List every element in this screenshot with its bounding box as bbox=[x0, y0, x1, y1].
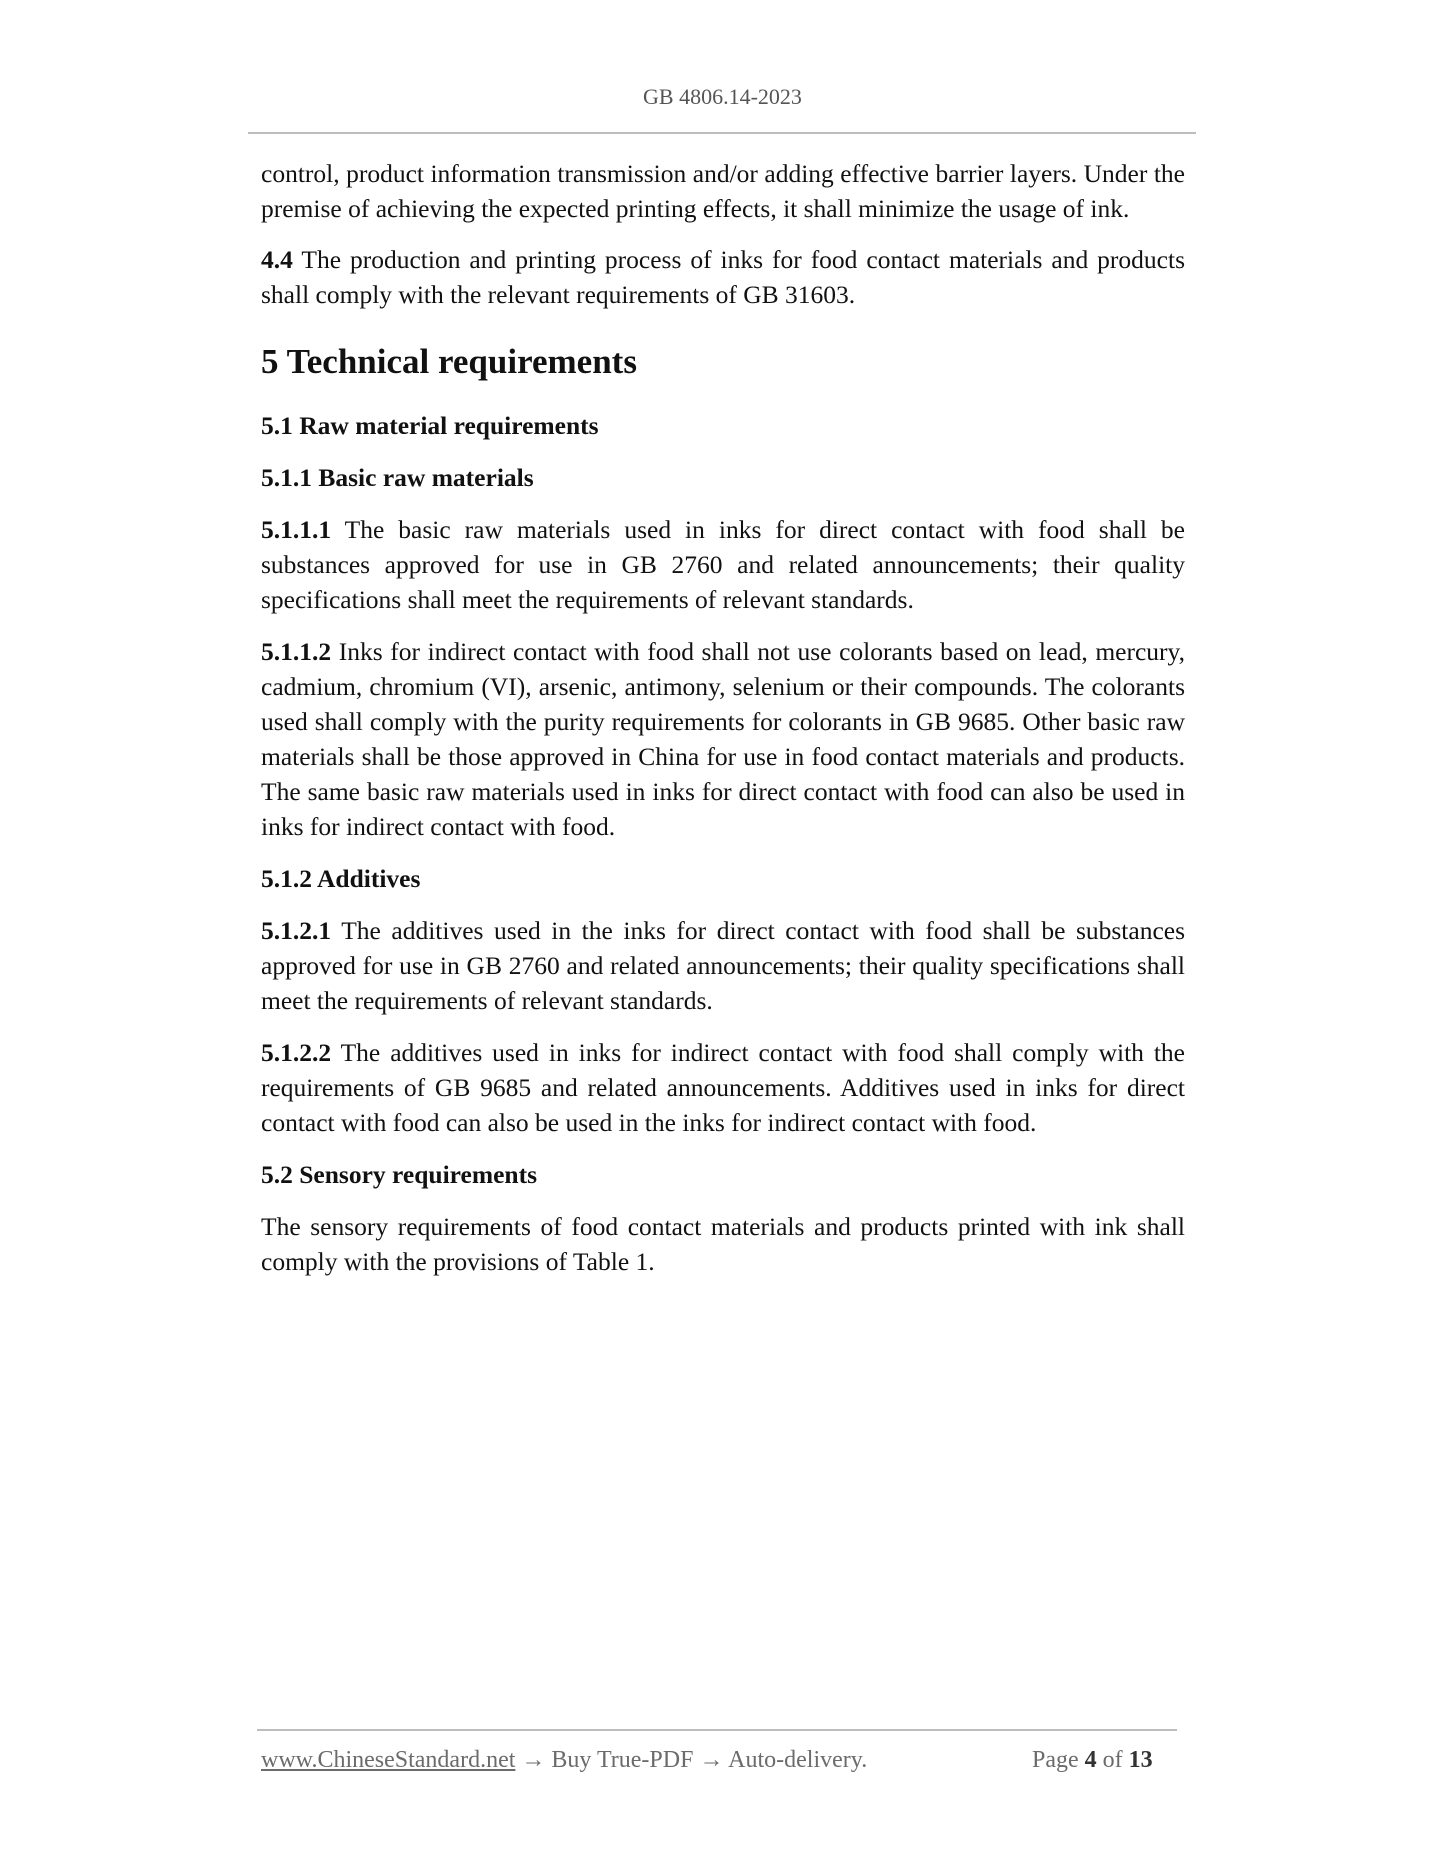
paragraph-5-1-1-1 bbox=[261, 512, 1185, 617]
arrow-icon: → bbox=[699, 1747, 724, 1773]
document-body bbox=[261, 156, 1185, 1279]
page-current: 4 bbox=[1084, 1747, 1097, 1773]
clause-text: The additives used in inks for indirect contact with food shall comply with the requirements of GB 9685 and related announcements. Additives used in inks for direct contact with food can also be used in the inks for indirect contact with food. bbox=[261, 1038, 1185, 1137]
page-label: Page bbox=[1032, 1747, 1079, 1773]
section-5-1-1-heading: 5.1.1 Basic raw materials bbox=[261, 463, 534, 492]
section-5-1-heading: 5.1 Raw material requirements bbox=[261, 411, 599, 440]
of-label: of bbox=[1102, 1747, 1123, 1773]
clause-number: 4.4 bbox=[261, 245, 293, 274]
section-5-1-2-heading: 5.1.2 Additives bbox=[261, 864, 421, 893]
header-divider bbox=[248, 132, 1196, 134]
clause-text: Inks for indirect contact with food shall not use colorants based on lead, mercury, cadmium, chromium (VI), arsenic, antimony, selenium or their compounds. The colorants used shall comply with the purity requirements for colorants in GB 9685. Other basic raw materials shall be those approved in China for use in food contact materials and products. The same basic raw materials used in inks for direct contact with food can also be used in inks for indirect contact with food. bbox=[261, 637, 1186, 841]
paragraph-intro-continuation: control, product information transmission and/or adding effective barrier layers. Under the premise of achieving the expected printing effects, it shall minimize the usage of ink. bbox=[261, 159, 1185, 223]
paragraph-5-1-1-2 bbox=[261, 634, 1185, 844]
footer-promo bbox=[261, 1747, 867, 1774]
auto-delivery-text: Auto-delivery. bbox=[728, 1747, 868, 1773]
website-link[interactable]: www.ChineseStandard.net bbox=[261, 1747, 516, 1773]
clause-text: The additives used in the inks for direct contact with food shall be substances approved for use in GB 2760 and related announcements; their quality specifications shall meet the requirements of relevant standards. bbox=[261, 916, 1186, 1015]
page-header: GB 4806.14-2023 bbox=[643, 84, 802, 109]
clause-number: 5.1.1.2 bbox=[261, 637, 332, 666]
section-5-2-heading: 5.2 Sensory requirements bbox=[261, 1160, 538, 1189]
page-total: 13 bbox=[1128, 1747, 1153, 1773]
clause-text: The production and printing process of inks for food contact materials and products shall comply with the relevant requirements of GB 31603. bbox=[261, 245, 1185, 309]
paragraph-4-4 bbox=[261, 242, 1185, 312]
section-5-heading: 5 Technical requirements bbox=[261, 342, 637, 381]
paragraph-5-2: The sensory requirements of food contact materials and products printed with ink shall comply with the provisions of Table 1. bbox=[261, 1212, 1185, 1276]
clause-number: 5.1.2.2 bbox=[261, 1038, 332, 1067]
page-indicator bbox=[1032, 1747, 1153, 1774]
arrow-icon: → bbox=[521, 1747, 546, 1773]
clause-number: 5.1.1.1 bbox=[261, 515, 332, 544]
clause-number: 5.1.2.1 bbox=[261, 916, 332, 945]
paragraph-5-1-2-1 bbox=[261, 913, 1185, 1018]
buy-pdf-text: Buy True-PDF bbox=[551, 1747, 694, 1773]
clause-text: The basic raw materials used in inks for direct contact with food shall be substances approved for use in GB 2760 and related announcements; their quality specifications shall meet the requirements of relevant standards. bbox=[261, 515, 1185, 614]
footer-divider bbox=[257, 1729, 1177, 1731]
paragraph-5-1-2-2 bbox=[261, 1035, 1185, 1140]
